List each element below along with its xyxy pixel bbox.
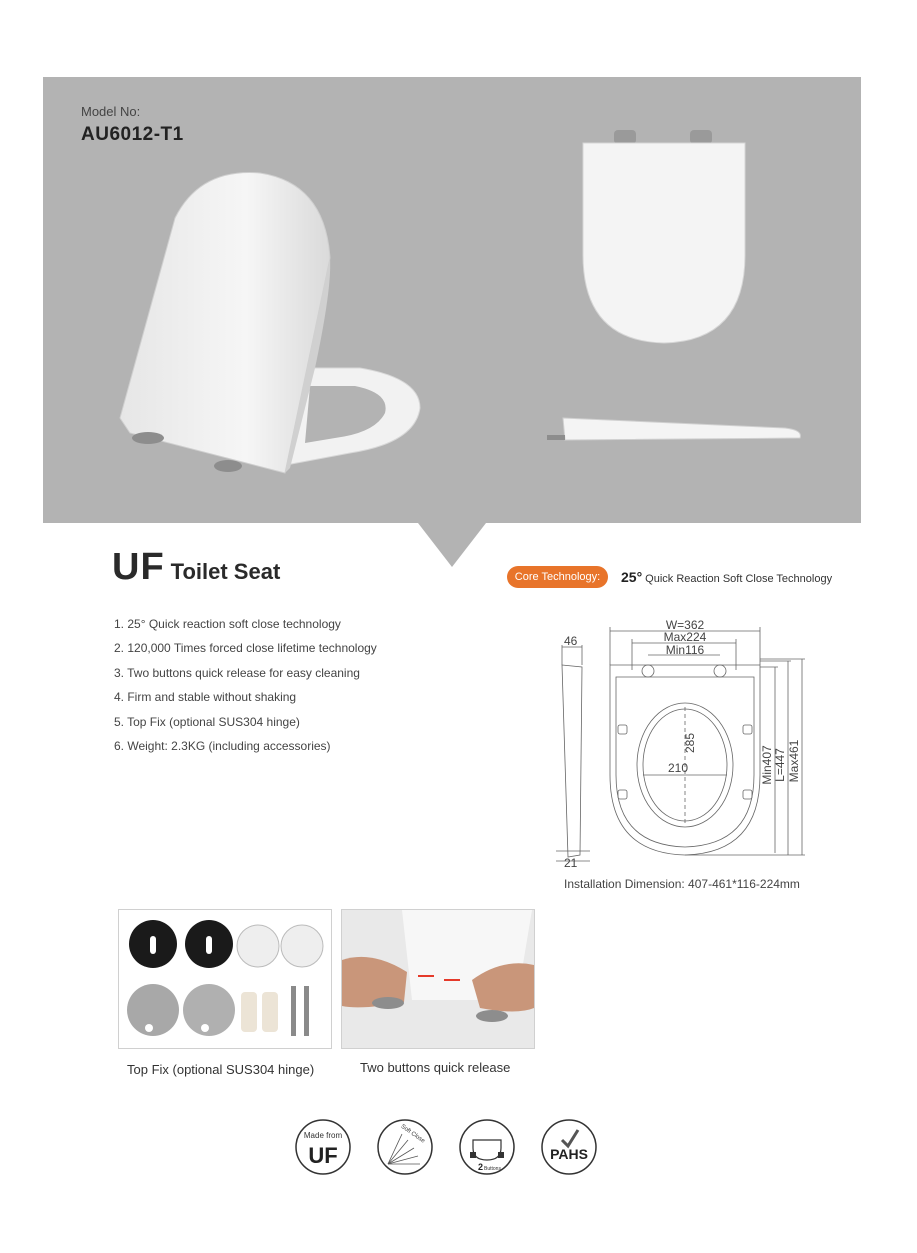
core-angle: 25° [621,569,643,585]
core-description: Quick Reaction Soft Close Technology [645,573,833,585]
installation-dimension: Installation Dimension: 407-461*116-224mm [564,877,800,891]
feature-item: 1. 25° Quick reaction soft close technology [114,617,341,631]
hinge-parts-photo [118,909,332,1049]
seat-top-render [578,125,750,347]
quick-release-photo [341,909,535,1049]
seat-angled-render [110,168,430,483]
dim-min-length: Min407 [760,745,774,785]
model-label: Model No: [81,104,141,119]
model-number: AU6012-T1 [81,124,184,145]
made-from-label: Made from [303,1131,343,1140]
soft-close-icon [376,1118,434,1176]
technical-drawing [550,615,810,870]
pahs-icon [540,1118,598,1176]
photo-caption-quick-release: Two buttons quick release [360,1060,511,1075]
feature-item: 3. Two buttons quick release for easy cleaning [114,665,360,680]
seat-side-render [545,410,805,445]
brand-name: UF [112,546,165,588]
dim-inner-width: 210 [667,761,689,775]
feature-list [114,612,377,758]
product-title [112,546,280,589]
soft-close-label: Soft Close [399,1123,426,1145]
product-name: Toilet Seat [170,559,281,584]
two-buttons-icon [458,1118,516,1176]
dim-min-hinge: Min116 [665,643,705,657]
dim-max-length: Max461 [787,739,801,783]
feature-item: 4. Firm and stable without shaking [114,690,297,705]
feature-item: 2. 120,000 Times forced close lifetime technology [114,641,377,656]
dim-width: W=362 [665,618,705,632]
dim-inner-length: 285 [683,732,697,754]
made-from-uf-icon [294,1118,352,1176]
core-technology-badge: Core Technology: [507,566,608,588]
pahs-label: PAHS [550,1146,588,1162]
dim-bottom: 21 [564,856,578,870]
buttons-count: 2 [478,1162,484,1172]
core-technology-text [621,569,832,585]
dim-thickness: 46 [564,634,578,648]
hero-notch [418,523,486,567]
dim-length: L=447 [773,748,787,782]
feature-item: 6. Weight: 2.3KG (including accessories) [114,738,331,753]
feature-item: 5. Top Fix (optional SUS304 hinge) [114,714,300,729]
made-from-brand: UF [308,1143,338,1168]
buttons-label: Buttons [484,1166,501,1172]
photo-caption-top-fix: Top Fix (optional SUS304 hinge) [127,1062,315,1077]
dim-max-hinge: Max224 [663,630,707,644]
